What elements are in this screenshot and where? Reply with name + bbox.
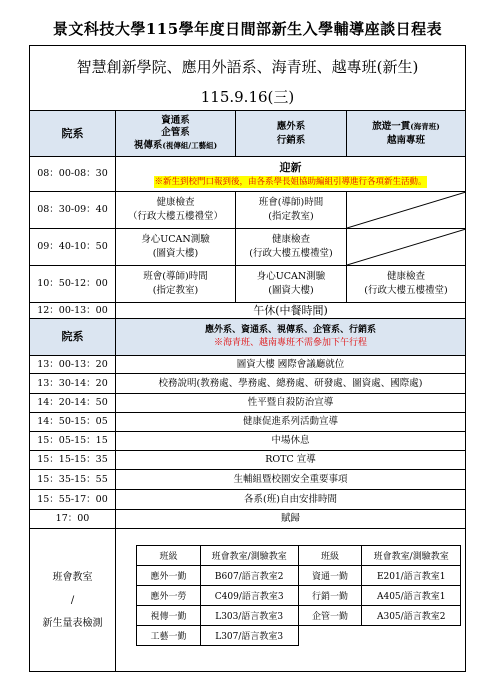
event-cell: 圖資大樓 國際會議廳就位: [115, 356, 465, 373]
room-name: E201/語言教室1: [362, 566, 461, 586]
group1-dept-3: 視傳系: [133, 139, 163, 151]
class-header: 班級: [298, 546, 362, 566]
activity-cell: [115, 266, 235, 302]
afternoon-note: ※海青班、越南專班不需參加下午行程: [213, 338, 367, 348]
activity-cell: [115, 192, 235, 228]
time-cell: 09：40-10：50: [37, 241, 108, 253]
welcome-cell: [115, 157, 465, 191]
time-cell: 17：00: [55, 513, 90, 525]
afternoon-dept-header: 院系: [30, 319, 115, 355]
diagonal-line: [347, 229, 466, 265]
empty-cell: [298, 626, 362, 646]
activity-cell: [115, 229, 235, 265]
schedule-row: [30, 431, 465, 450]
time-cell: 13：00-13：20: [37, 358, 108, 370]
activity-name: 班會(導師)時間: [258, 197, 324, 209]
group3-a-note: (海青班): [410, 121, 440, 131]
column-header-row: [30, 110, 465, 156]
group2-dept-1: 應外系: [276, 120, 306, 132]
schedule-row: [30, 450, 465, 469]
class-name: 企管一勤: [298, 606, 362, 626]
class-name: 行銷一勤: [298, 586, 362, 606]
schedule-row: [30, 265, 465, 302]
welcome-notice: ※新生到校門口報到後，由各系學長姐協助編組引導進行各項新生活動。: [154, 176, 427, 187]
lunch-cell: 午休(中餐時間): [115, 303, 465, 318]
classroom-label: [30, 529, 115, 672]
time-cell: 15：55-17：00: [37, 493, 108, 505]
time-cell: 15：35-15：55: [37, 473, 108, 485]
schedule-subtitle: 智慧創新學院、應用外語系、海青班、越專班(新生): [76, 58, 419, 76]
event-cell: ROTC 宣導: [115, 451, 465, 469]
class-name: 應外一勞: [137, 586, 201, 606]
schedule-row: [30, 228, 465, 265]
schedule-row: [30, 355, 465, 373]
event-cell: 中場休息: [115, 432, 465, 450]
dept-header: 院系: [30, 111, 115, 156]
event-cell: 各系(班)自由安排時間: [115, 490, 465, 509]
afternoon-header-row: [30, 318, 465, 355]
activity-location: (圖資大樓): [152, 248, 199, 259]
activity-name: 身心UCAN測驗: [141, 234, 210, 246]
time-cell: 12：00-13：00: [37, 304, 108, 316]
activity-location: (指定教室): [268, 211, 314, 222]
time-cell: 13：30-14：20: [37, 377, 108, 389]
time-cell: 08：00-08：30: [37, 168, 108, 180]
time-cell: 08：30-09：40: [37, 204, 108, 216]
table-row: [137, 566, 461, 586]
class-name: 工藝一勤: [137, 626, 201, 646]
classroom-section: [30, 528, 465, 672]
activity-name: 身心UCAN測驗: [256, 271, 326, 283]
activity-location: (圖資大樓): [268, 285, 314, 296]
activity-cell: [235, 192, 346, 228]
group1-dept-1: 資通系: [161, 114, 190, 126]
schedule-row: [30, 191, 465, 228]
schedule-row: [30, 393, 465, 412]
group2-dept-2: 行銷系: [276, 134, 306, 146]
classroom-label-sep: /: [70, 595, 75, 606]
schedule-row: [30, 509, 465, 528]
activity-cell: [346, 266, 465, 302]
activity-cell: [235, 229, 346, 265]
empty-diagonal-cell: [346, 229, 465, 265]
event-cell: 生輔組暨校園安全重要事項: [115, 470, 465, 489]
table-row: [137, 586, 461, 606]
room-name: B607/語言教室2: [200, 566, 298, 586]
time-cell: 10：50-12：00: [37, 278, 108, 290]
room-name: C409/語言教室3: [200, 586, 298, 606]
time-cell: 14：20-14：50: [37, 397, 108, 409]
group2-header: [235, 111, 346, 156]
empty-diagonal-cell: [346, 192, 465, 228]
group1-header: [115, 111, 235, 156]
classroom-label-2: 新生量表檢測: [42, 618, 103, 629]
afternoon-groups: 應外系、資通系、視傳系、企管系、行銷系: [204, 324, 376, 335]
schedule-row: [30, 302, 465, 318]
diagonal-line: [347, 192, 466, 228]
room-name: A405/語言教室1: [362, 586, 461, 606]
room-name: L303/語言教室3: [200, 606, 298, 626]
table-row: [137, 606, 461, 626]
document-title: 景文科技大學115學年度日間部新生入學輔導座談日程表: [52, 20, 443, 38]
group3-a: 旅遊一貫: [372, 120, 411, 132]
classroom-table-cell: [115, 529, 466, 672]
group3-header: [346, 111, 465, 156]
classroom-table-header: [137, 546, 461, 566]
schedule-row: [30, 373, 465, 393]
class-name: 視傳一勤: [137, 606, 201, 626]
activity-name: 健康檢查: [386, 271, 425, 283]
event-cell: 健康促進系列活動宣導: [115, 413, 465, 431]
event-cell: 校務說明(教務處、學務處、總務處、研發處、圖資處、國際處): [115, 374, 465, 393]
group1-dept-2: 企管系: [161, 127, 190, 139]
time-cell: 15：15-15：35: [37, 454, 108, 466]
activity-cell: [235, 266, 346, 302]
activity-name: 健康檢查: [156, 197, 195, 209]
time-cell: 14：50-15：05: [37, 416, 108, 428]
class-name: 應外一勤: [137, 566, 201, 586]
room-header: 班會教室/測驗教室: [362, 546, 461, 566]
class-name: 資通一勤: [298, 566, 362, 586]
schedule-frame: [29, 45, 466, 672]
afternoon-groups-cell: [115, 319, 465, 355]
class-header: 班級: [137, 546, 201, 566]
event-cell: 賦歸: [115, 510, 465, 528]
activity-name: 班會(導師)時間: [143, 271, 208, 283]
time-cell: 15：05-15：15: [37, 435, 108, 447]
event-cell: 性平暨自殺防治宣導: [115, 394, 465, 412]
room-name: L307/語言教室3: [200, 626, 298, 646]
room-name: A305/語言教室2: [362, 606, 461, 626]
table-row: [137, 626, 461, 646]
activity-location: (指定教室): [152, 285, 199, 296]
schedule-row: [30, 156, 465, 191]
schedule-row: [30, 469, 465, 489]
empty-cell: [362, 626, 461, 646]
group3-b: 越南專班: [386, 134, 425, 146]
activity-location: (行政大樓五樓禮堂): [249, 248, 333, 259]
activity-name: 健康檢查: [271, 234, 310, 246]
activity-location: (行政大樓五樓禮堂): [364, 285, 448, 296]
schedule-date: 115.9.16(三): [200, 88, 295, 106]
room-header: 班會教室/測驗教室: [200, 546, 298, 566]
welcome-title: 迎新: [279, 160, 302, 174]
group1-note: (視傳組/工藝組): [162, 140, 218, 150]
classroom-label-1: 班會教室: [52, 572, 93, 583]
schedule-row: [30, 489, 465, 509]
schedule-row: [30, 412, 465, 431]
classroom-table: [136, 545, 461, 646]
activity-location: （行政大樓五樓禮堂）: [127, 211, 223, 222]
